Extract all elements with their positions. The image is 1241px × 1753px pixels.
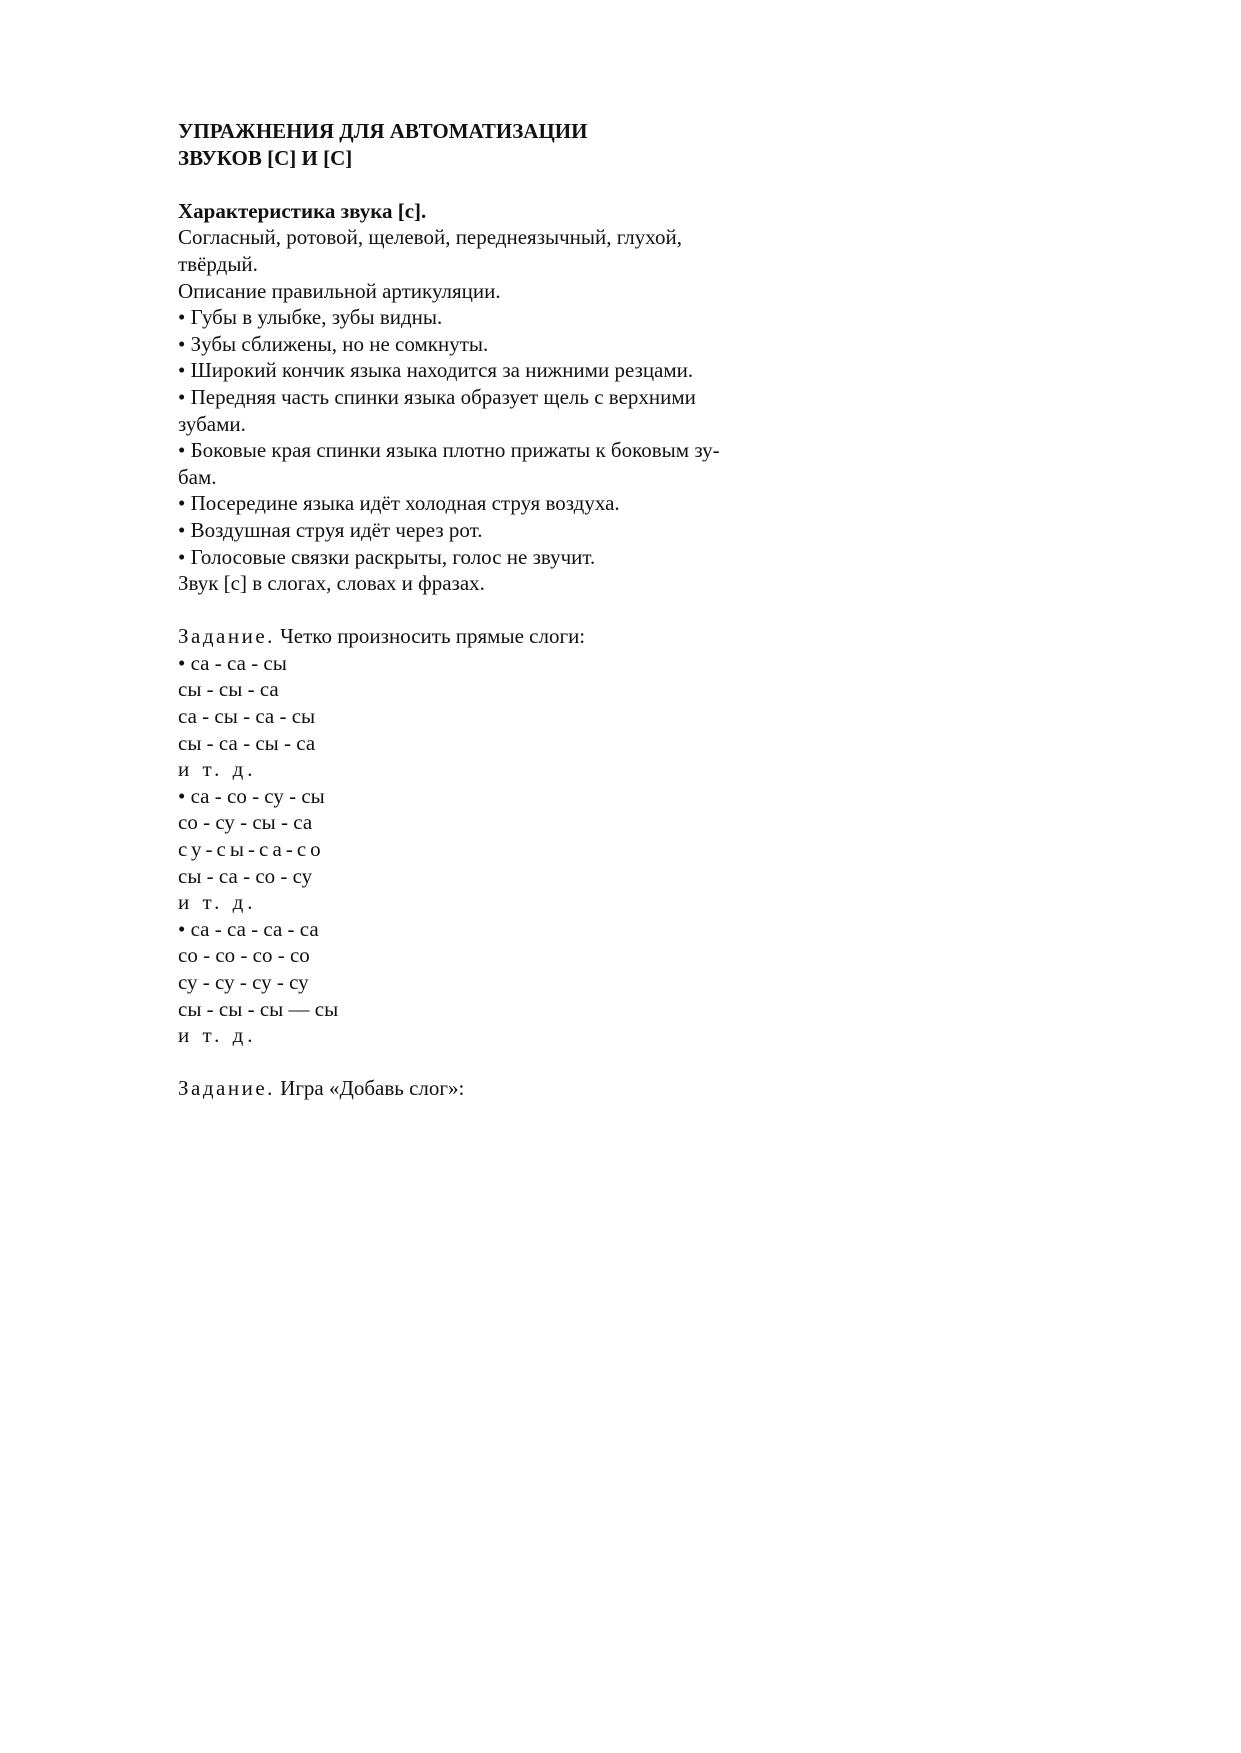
section-heading: Характеристика звука [с]. — [178, 198, 427, 223]
document-page — [178, 118, 798, 1102]
syllable-line: со - су - сы - са — [178, 810, 313, 835]
spacer — [178, 597, 798, 624]
title-line-1: УПРАЖНЕНИЯ ДЛЯ АВТОМАТИЗАЦИИ — [178, 119, 588, 143]
task-label: Задание. — [178, 1076, 275, 1101]
syllable-line: • са - са - са - са — [178, 916, 319, 941]
articulation-point: • Голосовые связки раскрыты, голос не звучит. — [178, 544, 596, 569]
articulation-point: • Широкий кончик языка находится за нижними резцами. — [178, 358, 694, 383]
syllable-line: су-сы-са-со — [178, 837, 325, 862]
articulation-point: • Боковые края спинки языка плотно прижаты к боковым зу- — [178, 438, 720, 463]
task-label: Задание. — [178, 624, 275, 649]
articulation-intro: Описание правильной артикуляции. — [178, 278, 501, 303]
spacer — [178, 1049, 798, 1076]
title-line-2: ЗВУКОВ [С] И [С] — [178, 145, 353, 170]
syllable-line: сы - са - сы - са — [178, 730, 316, 755]
syllable-line: со - со - со - со — [178, 943, 310, 968]
syllable-line: • са - со - су - сы — [178, 783, 325, 808]
articulation-point: • Воздушная струя идёт через рот. — [178, 517, 483, 542]
characteristics-line: Согласный, ротовой, щелевой, переднеязычный, глухой, — [178, 225, 682, 250]
task-text: Четко произносить прямые слоги: — [274, 624, 586, 649]
syllable-line: сы - сы - сы — сы — [178, 996, 339, 1021]
syllable-line: • са - са - сы — [178, 650, 287, 675]
section-intro: Звук [с] в слогах, словах и фразах. — [178, 571, 485, 596]
articulation-point: • Передняя часть спинки языка образует щель с верхними — [178, 384, 696, 409]
articulation-point: • Посередине языка идёт холодная струя воздуха. — [178, 491, 620, 516]
articulation-point: бам. — [178, 464, 217, 489]
syllable-line: сы - са - со - су — [178, 863, 313, 888]
syllable-line: сы - сы - са — [178, 677, 279, 702]
articulation-point: зубами. — [178, 411, 246, 436]
etc-line: и т. д. — [178, 890, 257, 915]
task-1 — [178, 623, 798, 650]
articulation-point: • Зубы сближены, но не сомкнуты. — [178, 331, 489, 356]
syllable-line: са - сы - са - сы — [178, 704, 316, 729]
task-text: Игра «Добавь слог»: — [274, 1076, 465, 1101]
articulation-point: • Губы в улыбке, зубы видны. — [178, 305, 443, 330]
characteristics-line: твёрдый. — [178, 251, 258, 276]
etc-line: и т. д. — [178, 757, 257, 782]
syllable-line: су - су - су - су — [178, 970, 309, 994]
etc-line: и т. д. — [178, 1023, 257, 1048]
spacer — [178, 171, 798, 198]
task-2 — [178, 1075, 798, 1102]
